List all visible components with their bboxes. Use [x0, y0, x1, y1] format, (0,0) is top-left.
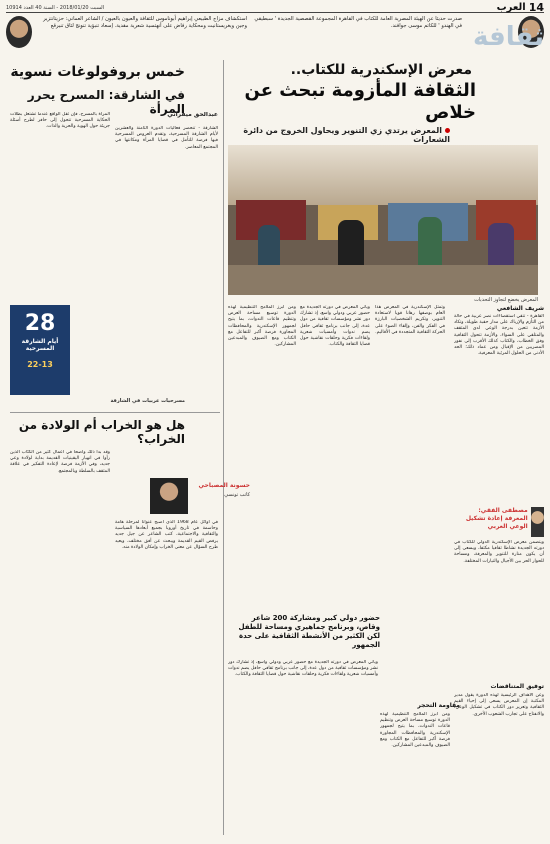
main-body-4: ومن أبرز الملامح التنظيمية لهذه الدورة توسيع مساحة العرض وتنظيم قاعات الندوات، بما يتيح لجمهور الإسكندرية والمحافظات المجاورة فرصة أكبر للتفاعل مع الكتاب ومع الضيوف والمبدعين المشاركين. [228, 305, 296, 348]
opinion-author-photo [150, 478, 188, 514]
poster-title: أيام الشارقة المسرحية [21, 338, 59, 352]
main-body-3: ويأتي المعرض في دورته الجديدة مع حضور عربي ودولي واسع، إذ تشارك دور نشر ومؤسسات ثقافية من دول عدة، إلى جانب برنامج ثقافي حافل يضم ندوات وأمسيات شعرية ولقاءات فكرية وحلقات نقاشية حول قضايا الثقافة والكتاب. [300, 305, 370, 348]
main-kicker: معرض الإسكندرية للكتاب.. [290, 62, 472, 78]
opinion-author-role: كاتب تونسي [224, 492, 250, 498]
page-number-block [497, 1, 544, 14]
main-subhead [210, 126, 450, 144]
main-body-2: وتمثل الإسكندرية في المعرض هذا العام بوصفها رهانا قويا لاستعادة التنوير، وتكريم الشخصيات البارزة في الفكر والفن، وإلقاء الضوء على الحركة الثقافية المتجددة في الأقاليم. [375, 305, 445, 335]
cinema-body: ويأتي المعرض في دورته الجديدة مع حضور عربي ودولي واسع، إذ تشارك دور نشر ومؤسسات ثقافية من دول عدة، إلى جانب برنامج ثقافي حافل يضم ندوات وأمسيات شعرية ولقاءات فكرية وحلقات نقاشية حول قضايا الثقافة والكتاب. [228, 660, 378, 678]
quote-box [454, 507, 544, 537]
main-photo [228, 145, 538, 295]
cinema-headline: حضور دولي كبير ومشاركة 200 شاعر وقاص، وبرنامج جماهيري ومساحة للطفل لكن الكثير من الأنشطة الثقافية على حدة الجمهور [238, 614, 380, 649]
theatre-kicker: خمس بروفولوغات نسوية [10, 64, 185, 80]
festival-poster [10, 305, 70, 395]
newspaper-logo: العرب [496, 2, 526, 13]
column-divider [223, 60, 224, 835]
page-number: 14 [528, 1, 544, 14]
quote-author-photo [531, 507, 544, 537]
poster-caption: مسرحيات عربيات في الشارقة [110, 398, 185, 404]
quote-text: مصطفى الفقي: المعرفة إعادة تشكيل الوعي العربي [465, 507, 528, 530]
theatre-headline: في الشارقة: المسرح يحرر المرأة [27, 88, 185, 116]
promo-left: استكشاف مزاج الطبيعي إبراهيم أبوناموس للثقافة والعيون بالعيون / الشاعر العماني: حزيتانتزير وجين ويغريستانيت ومحكاية رفاض على أنهتسية شعرية مقدية. إسعاد تنبؤية تنونج لثاق تنيرقع [43, 16, 247, 29]
photo-caption: المعرض يخضع لتجاوز التحديات [474, 297, 538, 303]
top-strip [6, 16, 544, 52]
main-subhead-text: المعرض يرتدي زي التنوير ويحاول الخروج من دائرة الشعارات [243, 126, 450, 144]
opinion-body-1: في أوائل عام 1968 الذي أصبح عنوانا لمرحلة هامة وحاسمة في تاريخ أوروبا بجميع أبعادها السياسية والثقافية والاجتماعية، كتب الشاعر عن جيل جديد يرفض القيم القديمة ويبحث عن أفق مختلف، ويعيد طرح السؤال عن معنى الخراب وإمكان الولادة منه. [115, 520, 218, 550]
promo-right: صدرت حديثا عن الهيئة المصرية العامة للكتاب في القاهرة المجموعة القصصية الجديدة ' سبطيقي في الهندو ' للكاتم موسى جوافند. [254, 16, 462, 29]
theatre-body-2: المرأة بالمسرح، فإن ثقل الواقع عندما تشتعل بطلات الحكاية المسرحية تتحول إلى حافز لطرح أسئلة جريئة حول الهوية والحرية والذات. [10, 112, 110, 130]
promo-author-photo-left [6, 16, 32, 48]
opinion-body-2: وقد بدا ذلك واضحا في أعمال كثير من الكتّاب الذين رأوا في انهيار اليقينيات القديمة بداية لولادة وعي جديد، وفي الأزمة فرصة لإعادة التفكير في علاقة المثقف بالسلطة وبالمجتمع. [10, 450, 110, 474]
main-body-1: القاهرة - تتقي استقصاءات نصر عربية في حالة من التأزم والإرباك على مدار حقبة طويلة، وتكاد الأزمة تتعين بدرجة الوعي لدى المثقف والمتلقي على السواء، والأزمة تتحول الثقافية وفق الخطاب، والكتاب كذلك الأقرب إلى نفور المصريين من الإقبال ومن عماد ذلك؛ الحد الأدنى من الحلول المرئية المعرفية. [454, 314, 544, 357]
right-subhead: توفيق المتناقضات [490, 683, 544, 690]
main-headline: الثقافة المأزومة تبحث عن خلاص [244, 80, 476, 123]
right-body-2: وعن الأهداف الرئيسية لهذه الدورة يقول مدير المكتبة إن المعرض يسعى إلى إحياء القيم الثقافية وتعزيز دور الكتاب في تشكيل الوعي، والانفتاح على تجارب الشعوب الأخرى. [454, 693, 544, 717]
right-column [454, 305, 544, 835]
main-byline: شريف الشافعي [496, 305, 544, 312]
section-title: ثقافة [472, 22, 544, 52]
poster-number: 28 [24, 311, 56, 336]
theatre-body-1: الشارقة - تنحصر فعاليات الدورة الثامنة والعشرين لأيام الشارقة المسرحية، وتقدم العروض المسرحية فيها فرصة للتأمل في قضايا المرأة ومكانتها في المجتمع المعاصر. [115, 126, 218, 150]
opinion-author: حسونة المصباحي [198, 482, 250, 489]
right-body-1: ويتضمن معرض الإسكندرية الدولي للكتاب في دورته الجديدة نشاطا ثقافيا مكثفا، ويسعى إلى أن يكون منارة للتنوير والمعرفة، ومساحة للحوار الحر بين الأجيال والتيارات المختلفة. [454, 540, 544, 564]
page-header [6, 3, 544, 13]
poster-dates: 22-13 [27, 360, 53, 369]
opinion-headline: هل هو الخراب أم الولادة من الخراب؟ [18, 418, 185, 446]
main-subhead-2: مقاومة التحجر [417, 702, 460, 709]
main-body-5: ومن أبرز الملامح التنظيمية لهذه الدورة توسيع مساحة العرض وتنظيم قاعات الندوات، بما يتيح لجمهور الإسكندرية والمحافظات المجاورة فرصة أكبر للتفاعل مع الكتاب ومع الضيوف والمبدعين المشاركين. [380, 712, 450, 749]
theatre-byline: عبدالحق ميفراني [167, 112, 218, 118]
section-divider [10, 412, 220, 413]
issue-info: السبت 2018/01/20 - السنة 40 العدد 10914 [6, 4, 104, 11]
bullet-icon [445, 128, 450, 133]
